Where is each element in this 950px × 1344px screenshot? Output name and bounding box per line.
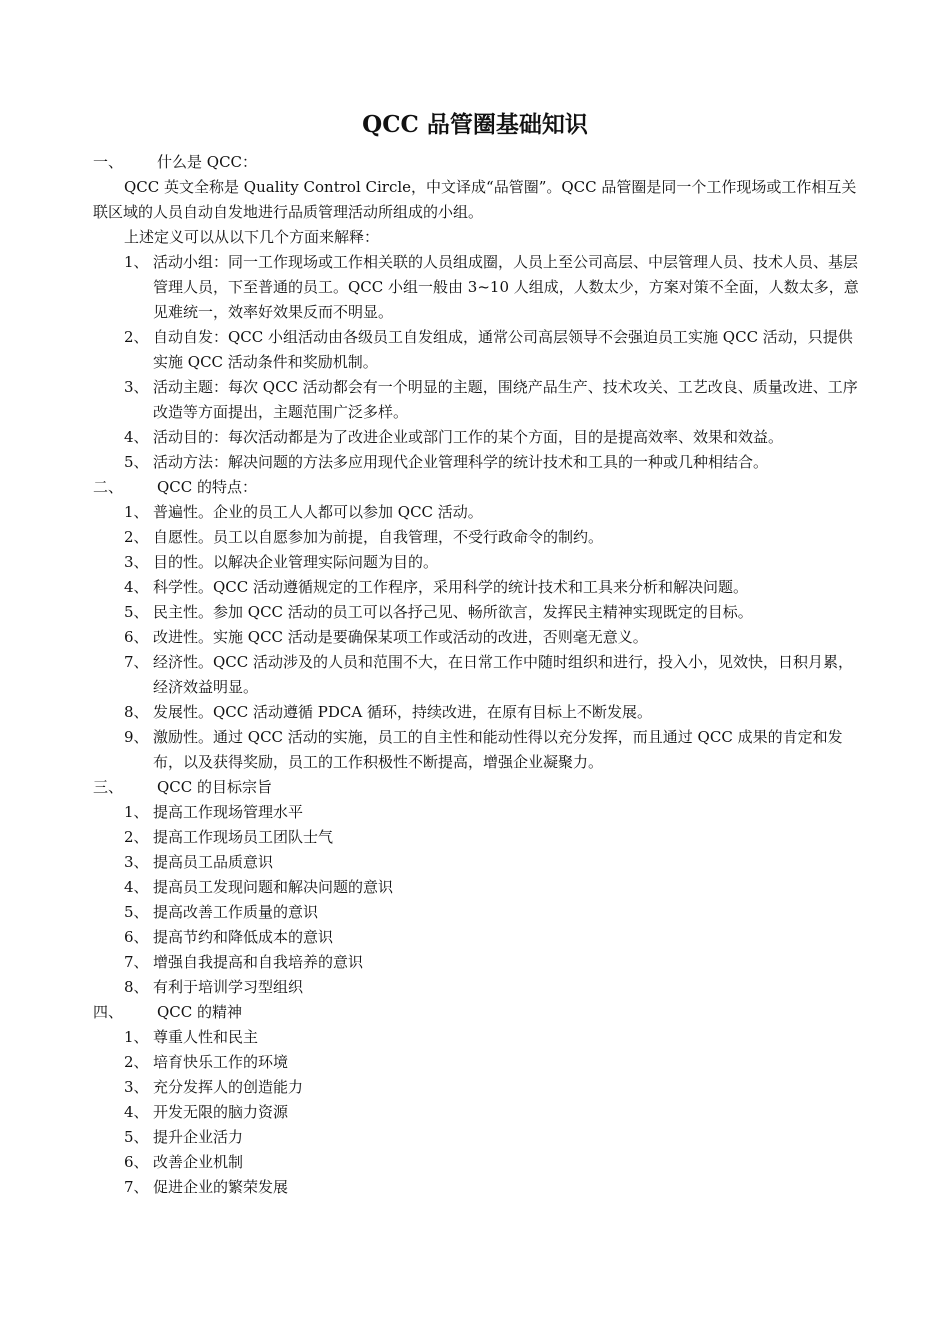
list-number: 1、 bbox=[124, 1028, 149, 1046]
list-item bbox=[124, 950, 864, 975]
list-text: 开发无限的脑力资源 bbox=[153, 1103, 289, 1121]
definition-intro: 上述定义可以从以下几个方面来解释： bbox=[124, 228, 380, 246]
list-number: 9、 bbox=[124, 728, 149, 746]
list-item bbox=[124, 1150, 864, 1175]
list-item bbox=[124, 575, 864, 600]
list-text: 提高员工发现问题和解决问题的意识 bbox=[153, 878, 394, 896]
list-item bbox=[124, 425, 864, 450]
list-number: 7、 bbox=[124, 953, 149, 971]
list-item bbox=[124, 800, 864, 825]
list-text: 提高改善工作质量的意识 bbox=[153, 903, 319, 921]
list-number: 2、 bbox=[124, 328, 149, 346]
list-number: 4、 bbox=[124, 578, 149, 596]
list-number: 6、 bbox=[124, 928, 149, 946]
list-number: 2、 bbox=[124, 828, 149, 846]
list-text: 活动目的：每次活动都是为了改进企业或部门工作的某个方面，目的是提高效率、效果和效益。 bbox=[153, 428, 784, 446]
list-number: 3、 bbox=[124, 378, 149, 396]
list-item bbox=[124, 525, 864, 550]
list-text: 经济性。QCC 活动涉及的人员和范围不大，在日常工作中随时组织和进行，投入小，见效快，日积月累，经济效益明显。 bbox=[153, 653, 854, 696]
list-number: 5、 bbox=[124, 453, 149, 471]
section-title: QCC 的特点： bbox=[157, 478, 258, 496]
list-number: 7、 bbox=[124, 653, 149, 671]
list-number: 3、 bbox=[124, 1078, 149, 1096]
list-number: 4、 bbox=[124, 428, 149, 446]
list-item bbox=[124, 975, 864, 1000]
list-text: 有利于培训学习型组织 bbox=[153, 978, 304, 996]
list-text: 培育快乐工作的环境 bbox=[153, 1053, 289, 1071]
list-text: 科学性。QCC 活动遵循规定的工作程序，采用科学的统计技术和工具来分析和解决问题。 bbox=[153, 578, 749, 596]
list-item bbox=[124, 1100, 864, 1125]
list-item bbox=[124, 625, 864, 650]
list-item bbox=[124, 700, 864, 725]
section-number: 二、 bbox=[93, 478, 124, 496]
list-text: 激励性。通过 QCC 活动的实施，员工的自主性和能动性得以充分发挥，而且通过 QCC 成果的肯定和发布，以及获得奖励，员工的工作积极性不断提高，增强企业凝聚力。 bbox=[153, 728, 843, 771]
list-text: 普遍性。企业的员工人人都可以参加 QCC 活动。 bbox=[153, 503, 483, 521]
list-number: 5、 bbox=[124, 1128, 149, 1146]
list-text: 提高节约和降低成本的意识 bbox=[153, 928, 334, 946]
list-item bbox=[124, 250, 864, 325]
list-text: 发展性。QCC 活动遵循 PDCA 循环，持续改进，在原有目标上不断发展。 bbox=[153, 703, 652, 721]
section-3-heading bbox=[93, 775, 272, 800]
list-item bbox=[124, 650, 864, 700]
list-number: 2、 bbox=[124, 1053, 149, 1071]
section-title: QCC 的精神 bbox=[157, 1003, 243, 1021]
section-number: 三、 bbox=[93, 778, 124, 796]
list-number: 1、 bbox=[124, 253, 149, 271]
list-item bbox=[124, 1075, 864, 1100]
list-number: 6、 bbox=[124, 628, 149, 646]
list-item bbox=[124, 325, 864, 375]
page-title: QCC 品管圈基础知识 bbox=[362, 111, 588, 138]
list-number: 2、 bbox=[124, 528, 149, 546]
list-number: 1、 bbox=[124, 803, 149, 821]
list-text: 改进性。实施 QCC 活动是要确保某项工作或活动的改进，否则毫无意义。 bbox=[153, 628, 648, 646]
list-number: 7、 bbox=[124, 1178, 149, 1196]
list-text: 增强自我提高和自我培养的意识 bbox=[153, 953, 364, 971]
section-number: 四、 bbox=[93, 1003, 124, 1021]
list-item bbox=[124, 825, 864, 850]
list-number: 8、 bbox=[124, 703, 149, 721]
list-text: 活动主题：每次 QCC 活动都会有一个明显的主题，围绕产品生产、技术攻关、工艺改良、质量改进、工序改造等方面提出，主题范围广泛多样。 bbox=[153, 378, 858, 421]
list-text: 活动方法：解决问题的方法多应用现代企业管理科学的统计技术和工具的一种或几种相结合。 bbox=[153, 453, 769, 471]
list-number: 4、 bbox=[124, 878, 149, 896]
definition-paragraph: QCC 英文全称是 Quality Control Circle，中文译成“品管圈”。QCC 品管圈是同一个工作现场或工作相互关联区域的人员自动自发地进行品质管理活动所组成的小组。 bbox=[93, 178, 857, 221]
list-number: 6、 bbox=[124, 1153, 149, 1171]
list-number: 3、 bbox=[124, 853, 149, 871]
list-item bbox=[124, 600, 864, 625]
list-number: 1、 bbox=[124, 503, 149, 521]
list-text: 尊重人性和民主 bbox=[153, 1028, 259, 1046]
list-item bbox=[124, 850, 864, 875]
list-number: 4、 bbox=[124, 1103, 149, 1121]
list-item bbox=[124, 500, 864, 525]
list-text: 目的性。以解决企业管理实际问题为目的。 bbox=[153, 553, 439, 571]
list-item bbox=[124, 875, 864, 900]
list-number: 3、 bbox=[124, 553, 149, 571]
list-item bbox=[124, 725, 864, 775]
list-number: 8、 bbox=[124, 978, 149, 996]
list-item bbox=[124, 1175, 864, 1200]
list-text: 自动自发：QCC 小组活动由各级员工自发组成，通常公司高层领导不会强迫员工实施 QCC 活动，只提供实施 QCC 活动条件和奖励机制。 bbox=[153, 328, 853, 371]
list-text: 充分发挥人的创造能力 bbox=[153, 1078, 304, 1096]
list-text: 活动小组：同一工作现场或工作相关联的人员组成圈，人员上至公司高层、中层管理人员、技术人员、基层管理人员，下至普通的员工。QCC 小组一般由 3~10 人组成，人数太少，方案对策不全面，人数太多，意见难统一，效率好效果反而不明显。 bbox=[153, 253, 859, 321]
list-item bbox=[124, 1025, 864, 1050]
list-item bbox=[124, 550, 864, 575]
list-item bbox=[124, 1050, 864, 1075]
list-text: 自愿性。员工以自愿参加为前提，自我管理，不受行政命令的制约。 bbox=[153, 528, 604, 546]
list-text: 提高员工品质意识 bbox=[153, 853, 274, 871]
section-1-heading bbox=[93, 150, 257, 175]
section-number: 一、 bbox=[93, 153, 124, 171]
list-text: 提高工作现场管理水平 bbox=[153, 803, 304, 821]
list-text: 改善企业机制 bbox=[153, 1153, 244, 1171]
list-item bbox=[124, 925, 864, 950]
list-text: 促进企业的繁荣发展 bbox=[153, 1178, 289, 1196]
list-item bbox=[124, 450, 864, 475]
list-number: 5、 bbox=[124, 903, 149, 921]
section-title: QCC 的目标宗旨 bbox=[157, 778, 273, 796]
section-title: 什么是 QCC： bbox=[157, 153, 258, 171]
list-text: 民主性。参加 QCC 活动的员工可以各抒己见、畅所欲言，发挥民主精神实现既定的目标。 bbox=[153, 603, 753, 621]
section-2-heading bbox=[93, 475, 257, 500]
list-text: 提升企业活力 bbox=[153, 1128, 244, 1146]
section-4-heading bbox=[93, 1000, 242, 1025]
list-item bbox=[124, 375, 864, 425]
list-item bbox=[124, 900, 864, 925]
list-number: 5、 bbox=[124, 603, 149, 621]
list-text: 提高工作现场员工团队士气 bbox=[153, 828, 334, 846]
list-item bbox=[124, 1125, 864, 1150]
